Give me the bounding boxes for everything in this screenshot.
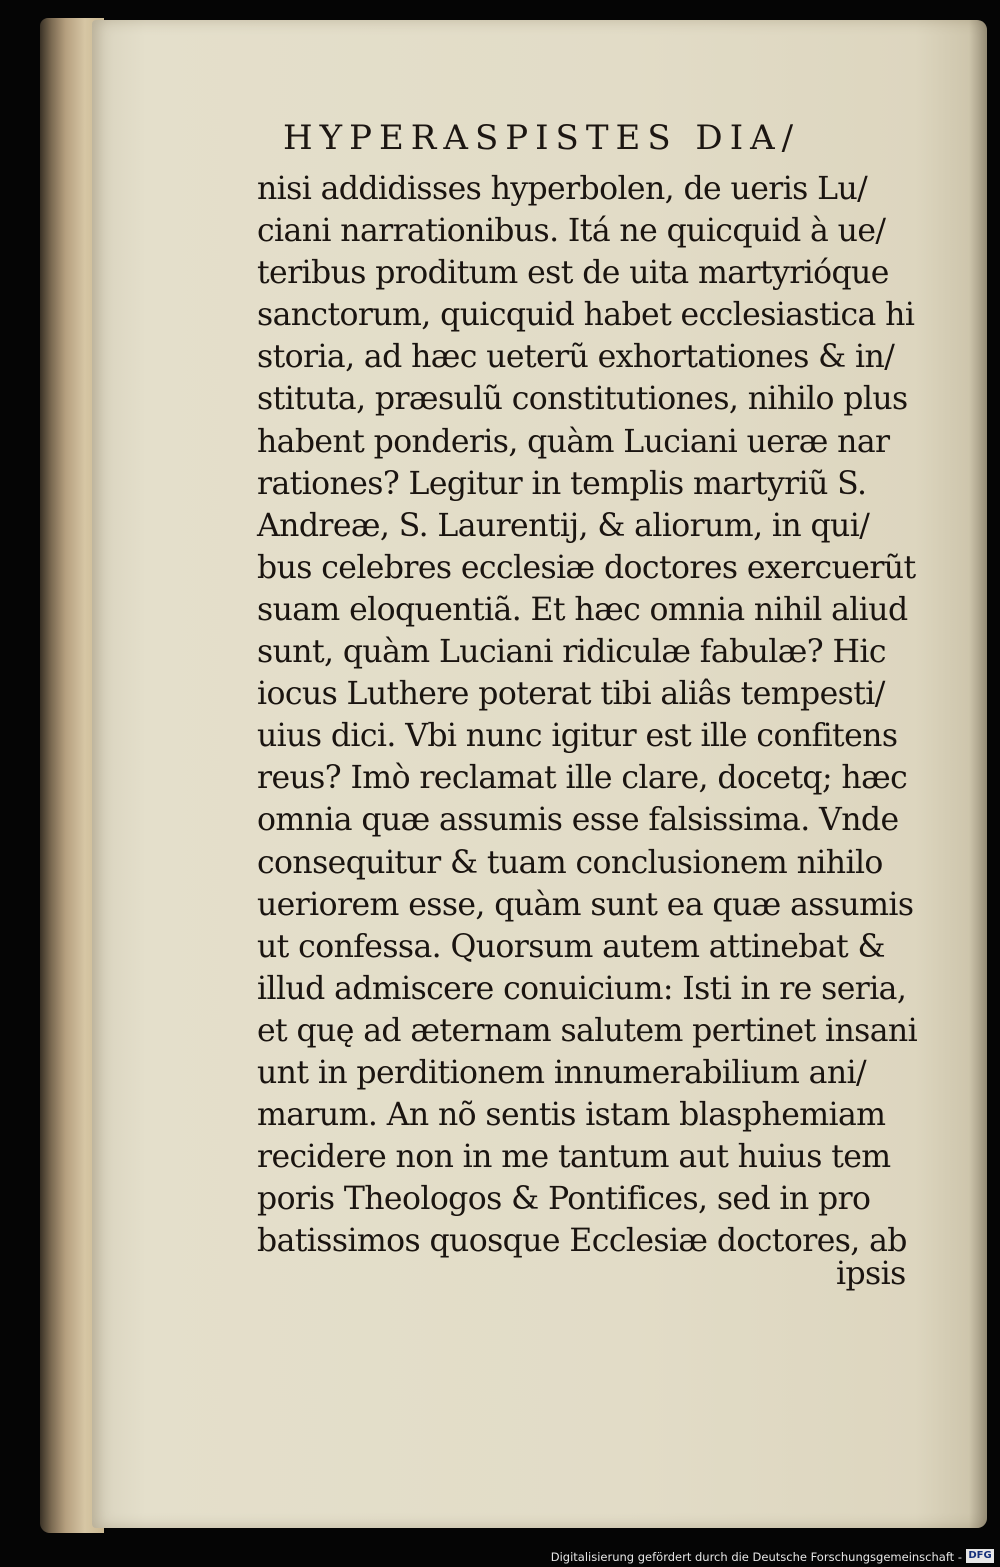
text-line: recidere non in me tantum aut huius tem xyxy=(257,1139,891,1176)
text-line: iocus Luthere poterat tibi aliâs tempesti/ xyxy=(257,676,885,713)
text-line: stituta, præsulũ constitutiones, nihilo plus xyxy=(257,381,908,418)
page-gutter-shadow xyxy=(969,20,987,1528)
text-line: bus celebres ecclesiæ doctores exercuerũt xyxy=(257,549,916,586)
running-head: HYPERASPISTES DIA/ xyxy=(283,118,801,158)
text-line: unt in perditionem innumerabilium ani/ xyxy=(257,1054,867,1091)
text-line: teribus proditum est de uita martyrióque xyxy=(257,255,889,292)
text-line: batissimos quosque Ecclesiæ doctores, ab xyxy=(257,1223,907,1260)
text-line: omnia quæ assumis esse falsissima. Vnde xyxy=(257,802,899,839)
text-line: habent ponderis, quàm Luciani ueræ nar xyxy=(257,423,890,460)
text-line: sanctorum, quicquid habet ecclesiastica hi xyxy=(257,297,915,334)
text-line: consequitur & tuam conclusionem nihilo xyxy=(257,844,883,881)
text-line: suam eloquentiã. Et hæc omnia nihil aliud xyxy=(257,591,908,628)
text-line: storia, ad hæc ueterũ exhortationes & in/ xyxy=(257,339,895,376)
text-line: reus? Imò reclamat ille clare, docetq; hæc xyxy=(257,760,908,797)
text-line: poris Theologos & Pontifices, sed in pro xyxy=(257,1181,871,1218)
funding-credit: Digitalisierung gefördert durch die Deutsche Forschungsgemeinschaft - xyxy=(550,1550,962,1564)
catchword: ipsis xyxy=(836,1256,906,1292)
text-line: sunt, quàm Luciani ridiculæ fabulæ? Hic xyxy=(257,634,886,671)
text-line: uius dici. Vbi nunc igitur est ille confitens xyxy=(257,718,898,755)
text-line: et quę ad æternam salutem pertinet insani xyxy=(257,1012,918,1049)
text-line: illud admiscere conuicium: Isti in re seria, xyxy=(257,970,907,1007)
dfg-logo: DFG xyxy=(966,1549,994,1563)
text-line: nisi addidisses hyperbolen, de ueris Lu/ xyxy=(257,171,868,207)
text-line: Andreæ, S. Laurentij, & aliorum, in qui/ xyxy=(257,507,870,544)
text-line: ueriorem esse, quàm sunt ea quæ assumis xyxy=(257,886,914,923)
text-line: marum. An nõ sentis istam blasphemiam xyxy=(257,1097,886,1134)
text-line: rationes? Legitur in templis martyriũ S. xyxy=(257,465,867,502)
text-block xyxy=(257,168,917,1262)
text-line: ut confessa. Quorsum autem attinebat & xyxy=(257,928,885,965)
text-line: ciani narrationibus. Itá ne quicquid à ue/ xyxy=(257,213,886,250)
